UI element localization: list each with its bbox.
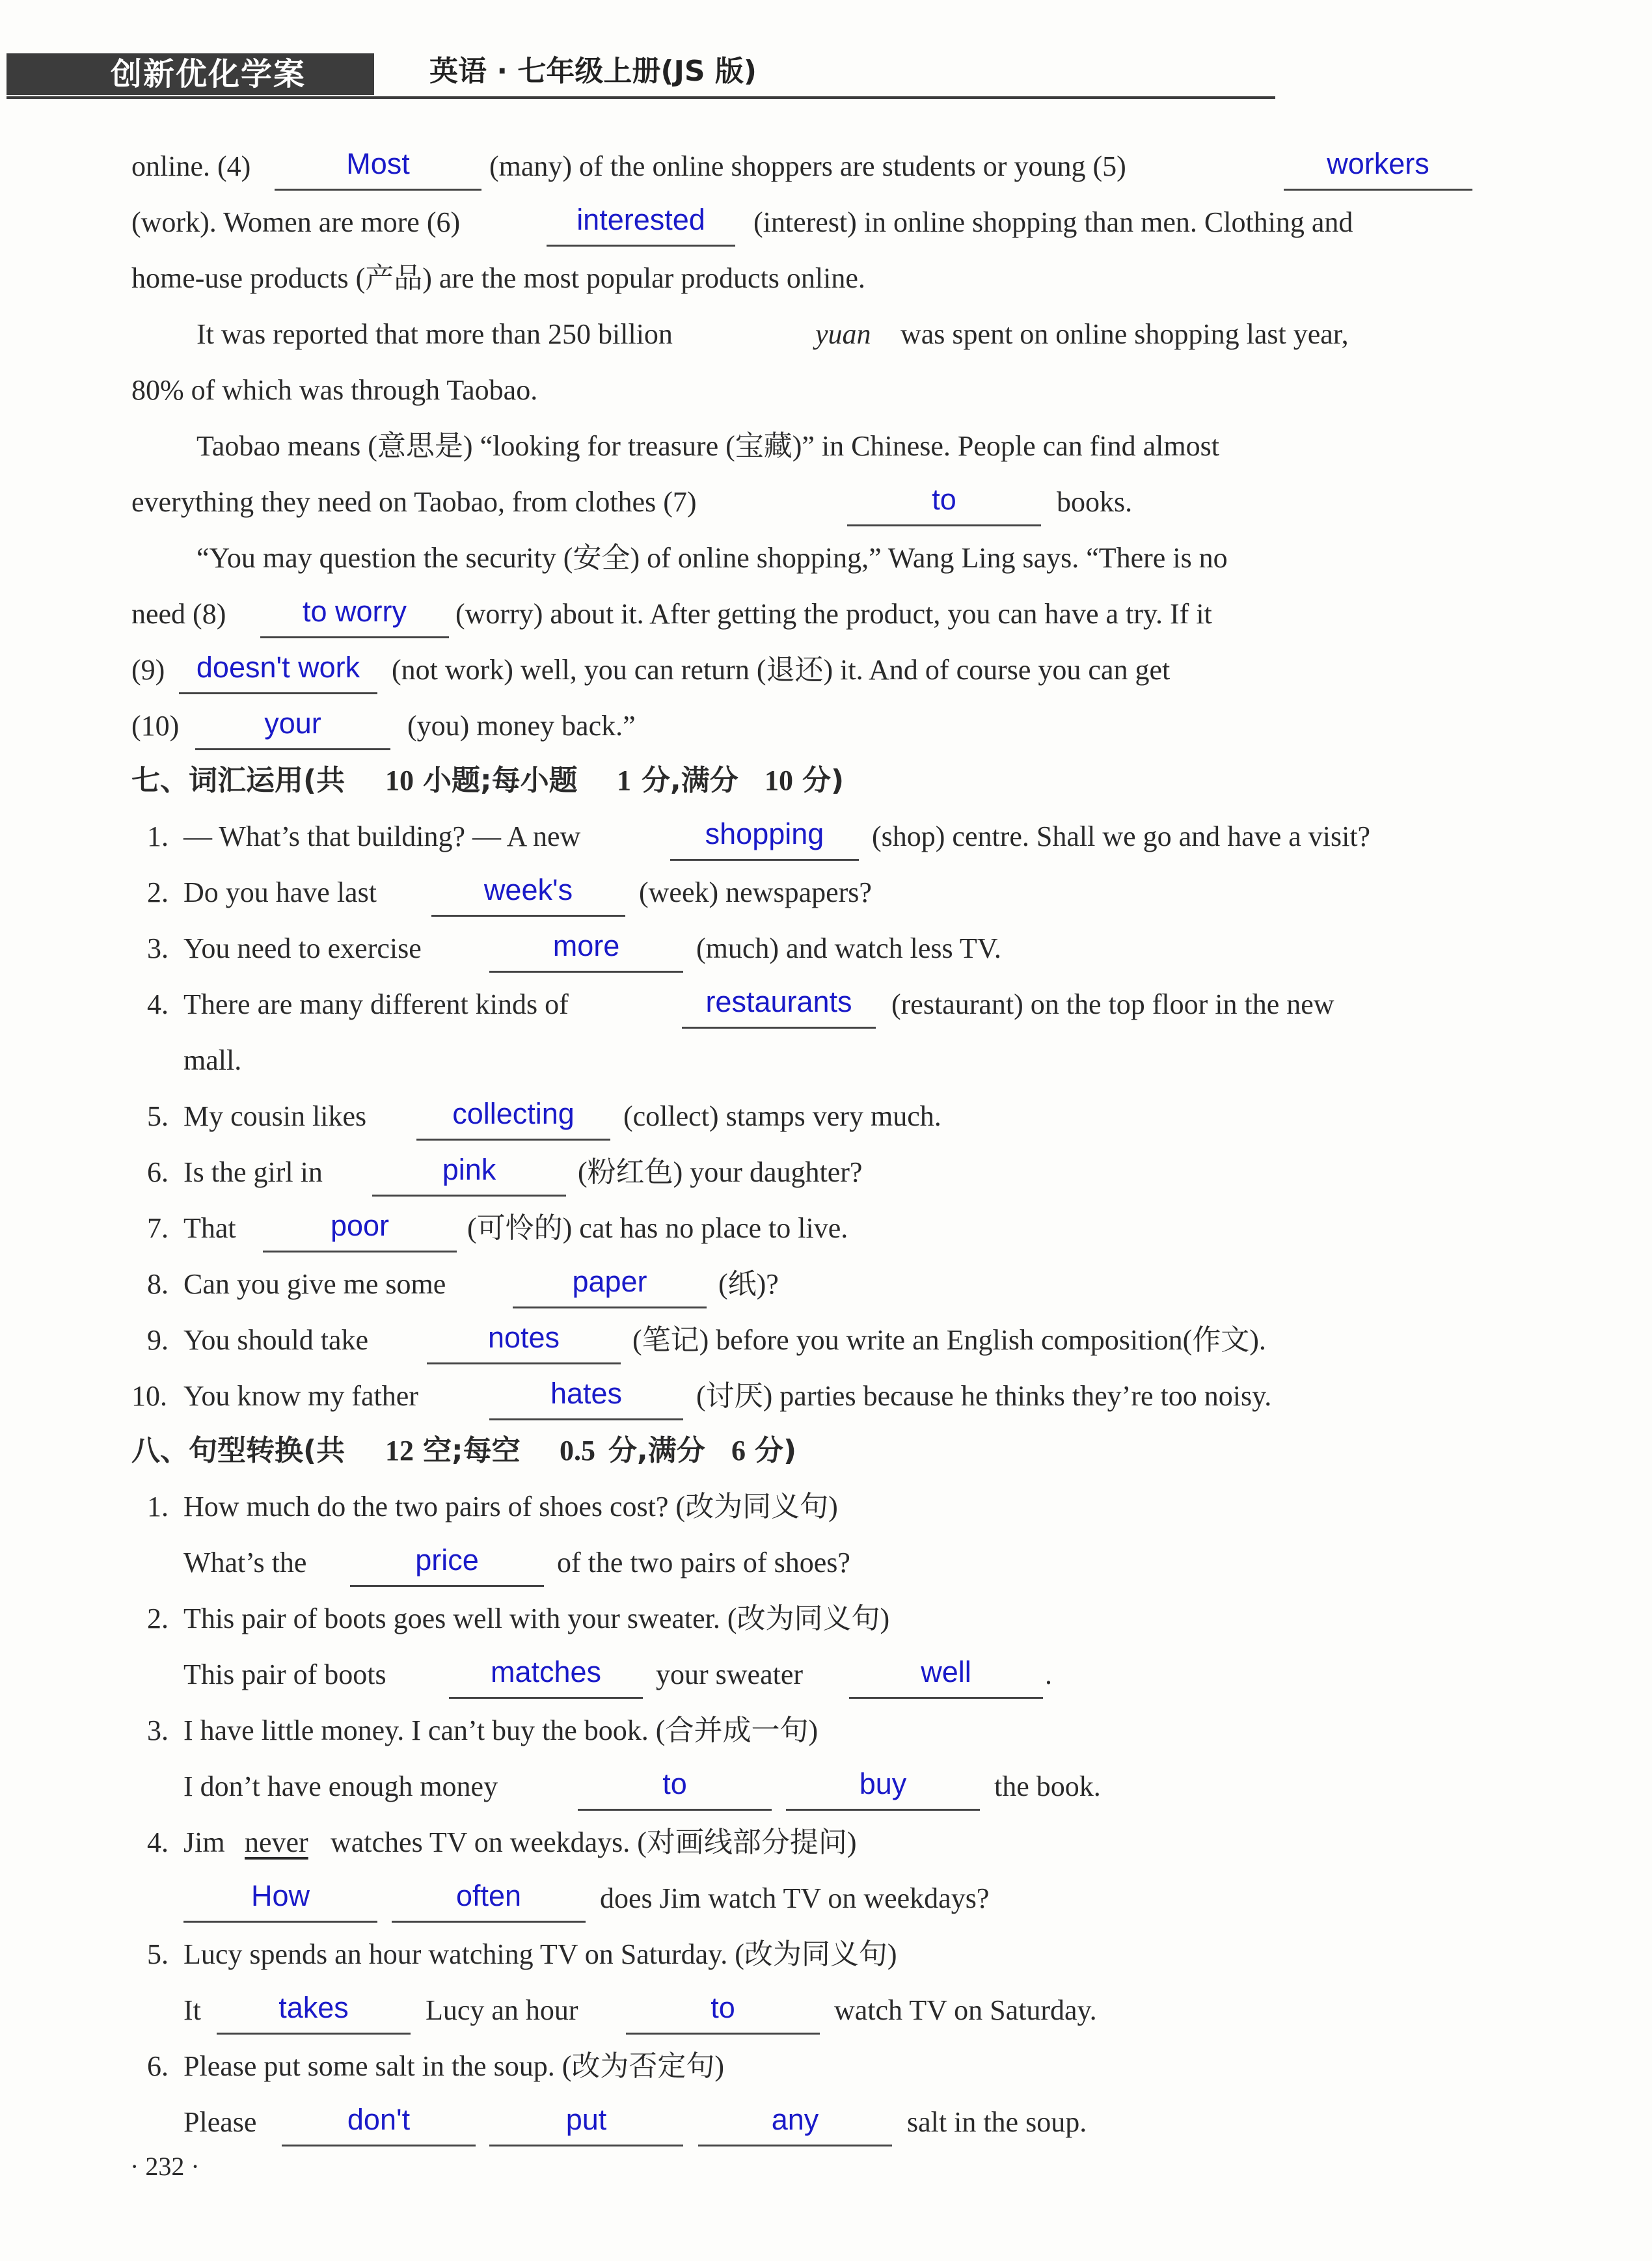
list-item: 1. — What’s that building? — A new shopping (shop) centre. Shall we go and have a visit? bbox=[0, 813, 1652, 859]
section-7-title: 七、词汇运用(共 10 小题;每小题 1 分,满分 10 分) bbox=[131, 764, 845, 797]
answer: price bbox=[415, 1543, 479, 1577]
answer-7: to bbox=[932, 483, 956, 516]
answer: matches bbox=[490, 1655, 602, 1688]
passage-line: Taobao means (意思是) “looking for treasure (宝藏)” in Chinese. People can find almost bbox=[196, 430, 1219, 462]
answer: paper bbox=[572, 1265, 647, 1298]
answer-10: your bbox=[264, 707, 321, 740]
question: 5. Lucy spends an hour watching TV on Saturday. (改为同义句) bbox=[147, 1938, 897, 1970]
answer-line: How often does Jim watch TV on weekdays? bbox=[0, 1875, 1652, 1921]
list-item: 3. You need to exercise more (much) and watch less TV. bbox=[0, 925, 1652, 971]
question: 4. Jim never watches TV on weekdays. (对画线部分提问) bbox=[0, 1819, 1652, 1865]
list-item: 4. There are many different kinds of restaurants (restaurant) on the top floor in the new bbox=[0, 981, 1652, 1027]
answer: How bbox=[251, 1879, 310, 1912]
answer: takes bbox=[278, 1991, 349, 2024]
question: 2. This pair of boots goes well with your sweater. (改为同义句) bbox=[147, 1603, 890, 1634]
answer-line: This pair of boots matches your sweater well . bbox=[0, 1651, 1652, 1697]
answer: to bbox=[662, 1767, 687, 1800]
answer-line: Please don't put any salt in the soup. bbox=[0, 2099, 1652, 2145]
passage-line: (10) your (you) money back.” bbox=[0, 703, 1652, 748]
answer: put bbox=[565, 2103, 607, 2136]
answer-line: It takes Lucy an hour to watch TV on Saturday. bbox=[0, 1987, 1652, 2033]
answer-6: interested bbox=[576, 203, 705, 236]
answer: hates bbox=[550, 1377, 623, 1410]
list-item: 8. Can you give me some paper (纸)? bbox=[0, 1261, 1652, 1307]
answer-line: What’s the price of the two pairs of shoes? bbox=[0, 1539, 1652, 1585]
list-item: 9. You should take notes (笔记) before you write an English composition(作文). bbox=[0, 1317, 1652, 1362]
answer: poor bbox=[330, 1209, 390, 1242]
answer: well bbox=[921, 1655, 971, 1688]
question: 6. Please put some salt in the soup. (改为否定句) bbox=[147, 2050, 725, 2082]
answer: buy bbox=[859, 1767, 907, 1800]
answer: pink bbox=[442, 1153, 496, 1186]
page-number: · 232 · bbox=[130, 2152, 200, 2181]
answer-5: workers bbox=[1327, 147, 1429, 180]
answer-9: doesn't work bbox=[196, 651, 360, 684]
answer: any bbox=[771, 2103, 819, 2136]
answer: more bbox=[552, 929, 620, 962]
underlined-word: never bbox=[245, 1826, 308, 1858]
header-rule bbox=[7, 96, 1275, 99]
answer: to bbox=[711, 1991, 735, 2024]
passage-line: (work). Women are more (6) interested (interest) in online shopping than men. Clothing and bbox=[0, 199, 1652, 245]
list-item: 2. Do you have last week's (week) newspapers? bbox=[0, 869, 1652, 915]
passage-line: home-use products (产品) are the most popular products online. bbox=[131, 262, 865, 294]
answer: notes bbox=[487, 1321, 560, 1354]
section-8-title: 八、句型转换(共 12 空;每空 0.5 分,满分 6 分) bbox=[131, 1434, 797, 1467]
passage-line: need (8) to worry (worry) about it. After getting the product, you can have a try. If it bbox=[0, 591, 1652, 636]
answer-8: to worry bbox=[302, 595, 407, 628]
question: 3. I have little money. I can’t buy the book. (合并成一句) bbox=[147, 1714, 819, 1746]
passage-line: online. (4) Most (many) of the online shoppers are students or young (5) workers bbox=[0, 143, 1652, 189]
answer: week's bbox=[483, 873, 573, 906]
passage-line: 80% of which was through Taobao. bbox=[131, 374, 538, 406]
list-item: 6. Is the girl in pink (粉红色) your daughter? bbox=[0, 1149, 1652, 1195]
question: 1. How much do the two pairs of shoes cost? (改为同义句) bbox=[147, 1491, 838, 1523]
answer: collecting bbox=[452, 1097, 575, 1130]
passage-line: (9) doesn't work (not work) well, you can return (退还) it. And of course you can get bbox=[0, 647, 1652, 692]
passage-line: everything they need on Taobao, from clothes (7) to books. bbox=[0, 479, 1652, 524]
answer: often bbox=[455, 1879, 522, 1912]
answer: don't bbox=[347, 2103, 411, 2136]
list-item: 10. You know my father hates (讨厌) parties because he thinks they’re too noisy. bbox=[0, 1373, 1652, 1418]
list-item: mall. bbox=[183, 1044, 242, 1076]
list-item: 5. My cousin likes collecting (collect) stamps very much. bbox=[0, 1093, 1652, 1139]
list-item: 7. That poor (可怜的) cat has no place to live. bbox=[0, 1205, 1652, 1251]
answer-line: I don’t have enough money to buy the book. bbox=[0, 1763, 1652, 1809]
answer: shopping bbox=[705, 817, 824, 850]
passage-line: It was reported that more than 250 billion yuan was spent on online shopping last year, bbox=[196, 318, 1349, 350]
answer-4: Most bbox=[346, 147, 410, 180]
book-subject: 英语 · 七年级上册(JS 版) bbox=[429, 55, 757, 88]
book-brand: 创新优化学案 bbox=[111, 56, 306, 92]
passage-line: “You may question the security (安全) of online shopping,” Wang Ling says. “There is no bbox=[196, 542, 1228, 574]
answer: restaurants bbox=[705, 985, 852, 1018]
